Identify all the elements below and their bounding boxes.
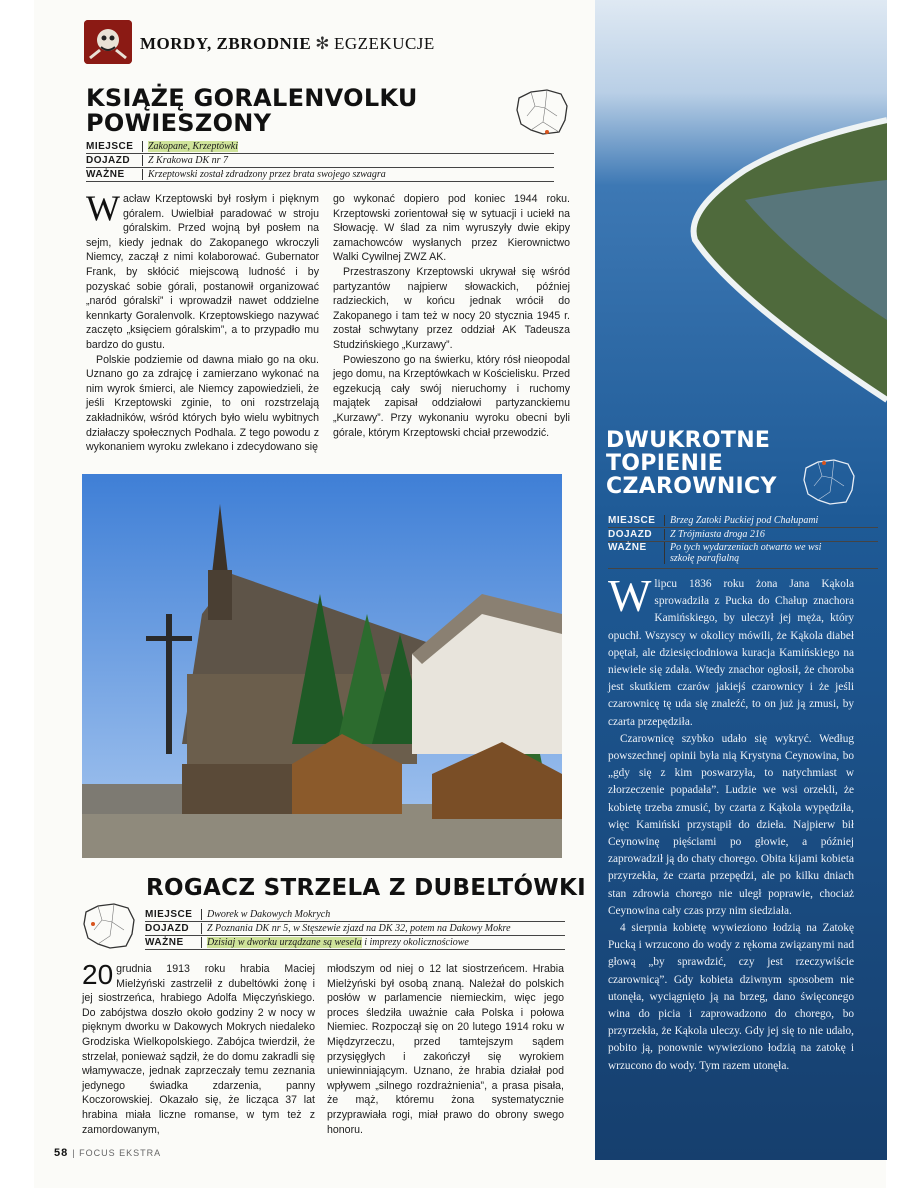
poland-map-icon — [80, 900, 138, 957]
info-value-line1: Po tych wydarzeniach otwarto we wsi — [670, 542, 822, 553]
info-key: MIEJSCE — [86, 141, 134, 152]
article1-title-line1: KSIĄŻĘ GORALENVOLKU — [86, 84, 418, 112]
page-number-value: 58 — [54, 1147, 69, 1159]
info-value: Dworek w Dakowych Mokrych — [201, 909, 330, 920]
info-row-important — [608, 542, 878, 569]
info-key: WAŻNE — [86, 169, 125, 180]
article3-info — [608, 514, 878, 569]
info-value: Z Trójmiasta droga 216 — [664, 529, 765, 540]
paragraph-text: acław Krzeptowski był rosłym i pięknym góralem. Uwielbiał paradować w stroju góralskim. Przed wojną był posłem na sejm, kiedy jednak do Zakopanego wkroczyli Niemcy, zaczął z nimi kolaborować. Gubernator Frank, by skłócić miejscową ludność i by pozyskać sobie górali, postanowił organizować „naród góralski” i wprowadził nawet oddzielne kennkarty Goralenvolk. Krzeptowskiego nazywać zaczęto „księciem góralskim”, a to przypadło mu bardzo do gustu. — [86, 193, 319, 351]
info-value: Krzeptowski został zdradzony przez brata swojego szwagra — [142, 169, 386, 180]
church-photo — [82, 474, 562, 858]
info-key: DOJAZD — [608, 529, 653, 540]
info-value: Z Krakowa DK nr 7 — [142, 155, 228, 166]
article2-info — [145, 908, 565, 950]
info-row-route — [145, 922, 565, 936]
section-title-bold: MORDY, ZBRODNIE — [140, 34, 312, 53]
poland-map-icon — [800, 456, 858, 513]
drop-number: 20 — [82, 959, 114, 990]
magazine-name: | FOCUS EKSTRA — [72, 1148, 162, 1158]
paragraph: Powieszono go na świerku, który rósł nieopodal jego domu, na Krzeptówkach w Kościelisku. Przed egzekucją cały swój nieruchomy i ruchomy majątek zapisał oddziałowi partyzanckiemu „Kurzawy”. Przy wykonaniu wyroku obecni byli górale, którym Krzeptowski chciał przewodzić. — [333, 353, 570, 439]
star-icon: ✻ — [315, 34, 330, 53]
info-row-important — [145, 936, 565, 950]
info-key: WAŻNE — [145, 937, 184, 948]
article1-column1 — [86, 188, 319, 455]
info-key: DOJAZD — [86, 155, 131, 166]
section-title-rest: EGZEKUCJE — [333, 34, 435, 53]
article3-title-line2: TOPIENIE — [606, 450, 724, 476]
drop-cap: W — [86, 188, 120, 228]
section-logo — [84, 20, 132, 64]
article1-column2 — [333, 192, 570, 440]
article1-title-line2: POWIESZONY — [86, 108, 272, 137]
article2-title: ROGACZ STRZELA Z DUBELTÓWKI — [146, 875, 586, 901]
paragraph — [608, 570, 854, 731]
info-row-route — [608, 528, 878, 542]
article2-column2 — [327, 962, 564, 1137]
paragraph: Czarownicę szybko udało się wykryć. Według powszechnej opinii była nią Krystyna Ceynowina, bo „gdy się z kim poswarzyła, to natychmiast w złorzeczenie popadała”. Ludzie we wsi orzekli, że kobietę trzeba zmusić, by czarta z Kąkola wypędziła, więc Kamiński przystąpił do dzieła. Najpierw bił Ceynowinę pięściami po głowie, a później zaprowadził ją do chaty chorego. Obita kijami kobieta przyrzekła, że czarta przepędzi, ale po kilku dniach stan zdrowia chorego nie uległ poprawie, chociaż Ceynowina cały czas przy nim siedziała. — [608, 732, 854, 917]
info-key: MIEJSCE — [145, 909, 193, 920]
poland-map-icon — [513, 86, 571, 143]
info-key: DOJAZD — [145, 923, 190, 934]
info-row-place — [86, 140, 554, 154]
info-value-highlight: Dzisiaj w dworku urządzane są wesela — [207, 937, 362, 948]
section-title — [140, 34, 435, 54]
paragraph-text: lipcu 1836 roku żona Jana Kąkola sprowadziła z Pucka do Chałup znachora Kamińskiego, by uleczył jej męża, który opuchł. Wszyscy w okolicy mówili, że Kąkola diabeł opętał, ale dziesięciodniowa kuracja Kamińskiego na niewiele się zdała. Wtedy znachor ogłosił, że choroba jest skutkiem czarów jakiejś czarownicy i że jeśli czarownicę tę uda się znaleźć, to on już ją zmusi, by czarta przepędziła. — [608, 578, 854, 728]
article1-title — [86, 86, 418, 136]
paragraph: Polskie podziemie od dawna miało go na oku. Uznano go za zdrajcę i zamierzano wykonać na nim wyrok śmierci, ale Niemcy zapowiedzieli, że jeśli Krzeptowski zginie, to oni rozstrzelają zakładników, wśród których było wielu wybitnych działaczy społecznych Podhala. Z tego powodu z wykonaniem wyroku zwlekano i zdecydowano się — [86, 353, 319, 454]
info-row-route — [86, 154, 554, 168]
info-value: Brzeg Zatoki Puckiej pod Chałupami — [664, 515, 818, 526]
info-key: MIEJSCE — [608, 515, 656, 526]
page-number — [54, 1147, 161, 1159]
article1-info — [86, 140, 554, 182]
drop-cap: W — [608, 570, 652, 621]
info-value — [201, 937, 469, 948]
paragraph-text: grudnia 1913 roku hrabia Maciej Mielżyński zastrzelił z dubeltówki żonę i jej siostrzeńca, hrabiego Adolfa Mięczyńskiego. Do zabójstwa doszło około godziny 2 w nocy w pięknym dworku w Dakowych Mokrych niedaleko Grodziska Wielkopolskiego. Zabójca twierdził, że strzelał, ponieważ sądził, że do domu zakradli się włamywacze, jednak zaprzeczały temu zeznania jedynego świadka zdarzenia, panny Koczorowskiej. Okazało się, że licząca 37 lat hrabina miała liczne romanse, w tym też z zamordowanym, — [82, 963, 315, 1136]
info-row-important — [86, 168, 554, 182]
info-value-rest: i imprezy okolicznościowe — [361, 937, 469, 948]
info-row-place — [145, 908, 565, 922]
info-value — [664, 542, 821, 564]
article2-column1 — [82, 959, 315, 1137]
paragraph — [86, 188, 319, 353]
info-value: Z Poznania DK nr 5, w Stęszewie zjazd na DK 32, potem na Dakowy Mokre — [201, 923, 511, 934]
info-value-line2: szkołę parafialną — [670, 553, 740, 564]
paragraph — [82, 959, 315, 1137]
info-row-place — [608, 514, 878, 528]
article3-title-line1: DWUKROTNE — [606, 428, 771, 453]
paragraph: Przestraszony Krzeptowski ukrywał się wśród partyzantów najpierw słowackich, później radzieckich, w końcu jednak wrócił do Zakopanego i tam też w nocy 20 stycznia 1945 r. został schwytany przez oddział AK Tadeusza Studzińskiego „Kurzawy”. — [333, 265, 570, 351]
paragraph: 4 sierpnia kobietę wywieziono łodzią na Zatokę Pucką i wrzucono do wody z rękoma związanymi nad głową „by sprawdzić, czy jest rzeczywiście czarownicą”. Gdy kobieta dziwnym sposobem nie utonęła, wyciągnięto ją na brzeg, dano święconego wina do picia i zaprowadzono do chorego, bo przyrzekła, że Kąkola uleczy. Gdy jej się to nie udało, pobito ją, ponownie wywieziono łodzią na zatokę i wrzucono do wody. Tym razem utonęła. — [608, 922, 854, 1072]
article3-title-line3: CZAROWNICY — [606, 473, 777, 499]
paragraph: go wykonać dopiero pod koniec 1944 roku. Krzeptowski zorientował się w sytuacji i uciekł na Słowację. W ślad za nim wyruszyły dwie ekipy zamachowców wysłanych przez Kierownictwo Walki Cywilnej ZWZ AK. — [333, 193, 570, 264]
info-key: WAŻNE — [608, 542, 647, 553]
info-value — [142, 141, 238, 152]
info-value-highlight: Zakopane, Krzeptówki — [148, 141, 238, 152]
paragraph: młodszym od niej o 12 lat siostrzeńcem. Hrabia Mielżyński był osobą znaną. Należał do polskich posłów w parlamencie niemieckim, więc jego proces śledziła uważnie cała Polska i połowa Niemiec. Rozpoczął się on 20 lutego 1914 roku w Międzyrzeczu, przed tamtejszym sądem przysięgłych i zakończył się wyrokiem uniewinniającym. Uznano, że hrabia działał pod wpływem „silnego rozdrażnienia”, a prasa pisała, że mąż, któremu żona systematycznie przyprawiała rogi, miał prawo do obrony swego honoru. — [327, 963, 564, 1136]
article3-body — [608, 570, 854, 1075]
